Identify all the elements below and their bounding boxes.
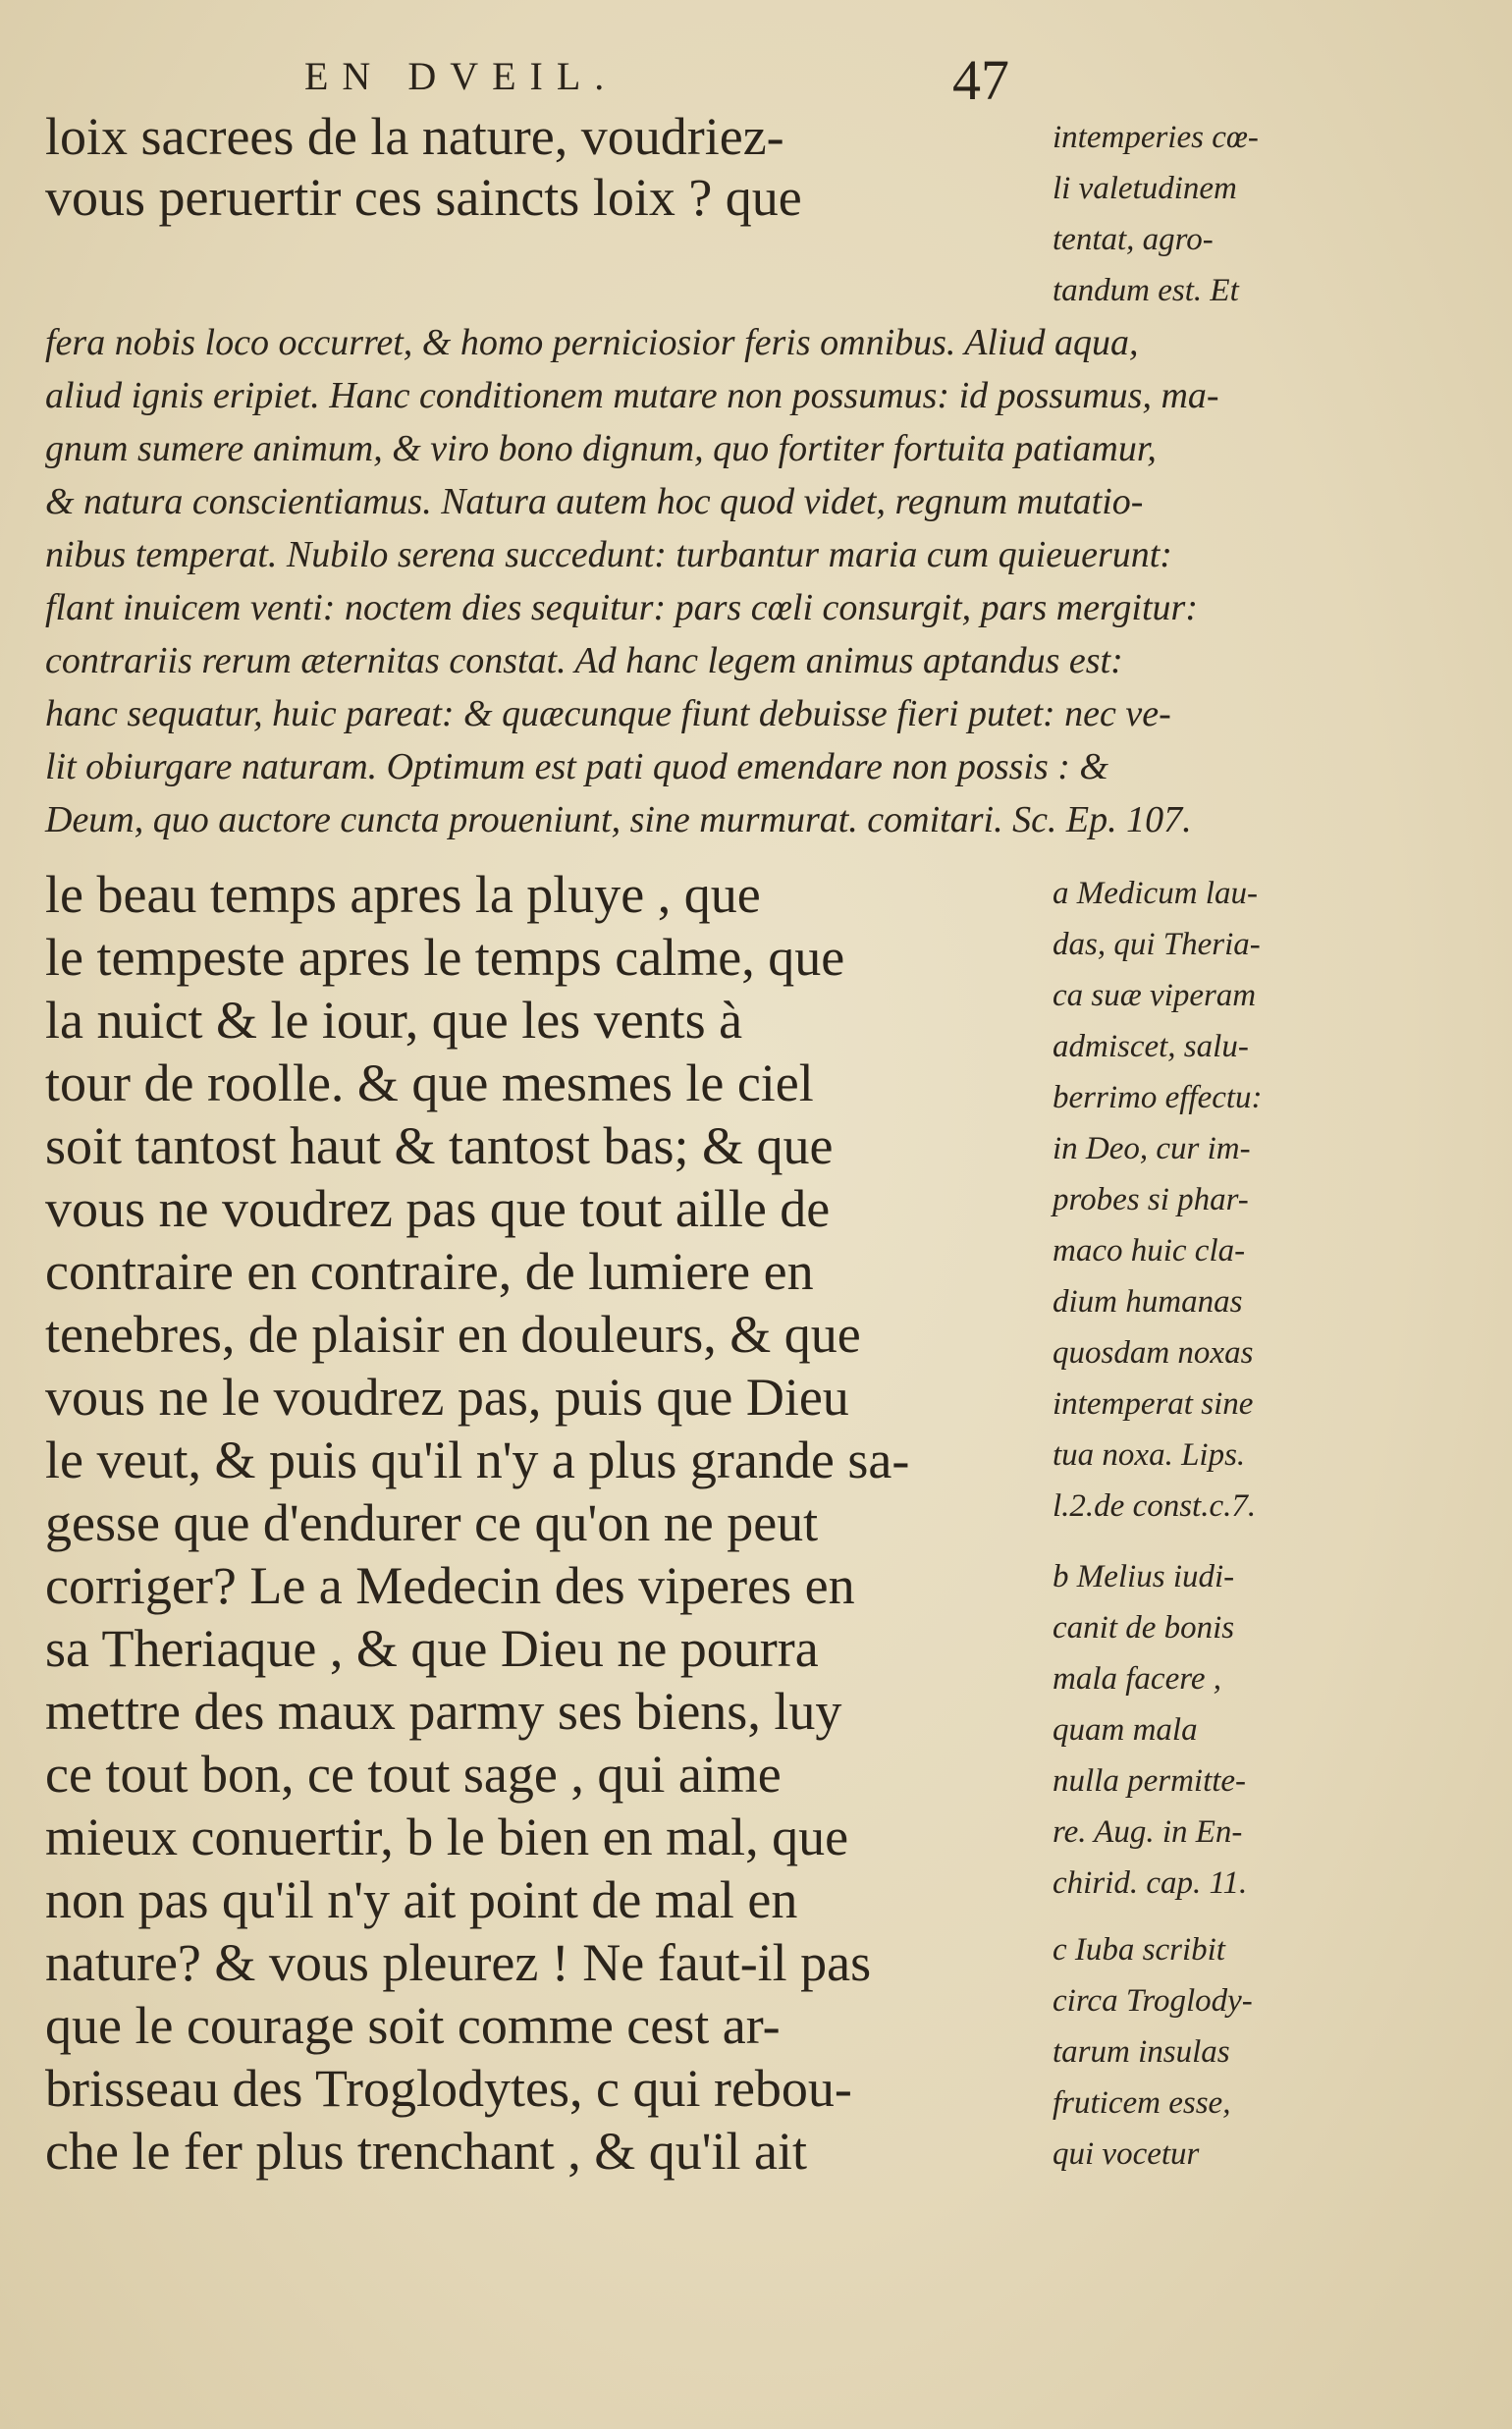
quote-line: hanc sequatur, huic pareat: & quæcunque fiunt debuisse fieri putet: nec ve-: [45, 693, 1171, 734]
quote-line: lit obiurgare naturam. Optimum est pati quod emendare non possis : &: [45, 746, 1108, 787]
side-note-line: fruticem esse,: [1053, 2085, 1231, 2121]
side-note-line: canit de bonis: [1053, 1610, 1235, 1646]
side-note-line: maco huic cla-: [1053, 1233, 1246, 1268]
side-note-line: c Iuba scribit: [1053, 1932, 1225, 1968]
page-header: [304, 47, 1051, 116]
side-note-line: circa Troglody-: [1053, 1983, 1253, 2019]
marginal-note-line: tentat, agro-: [1053, 222, 1214, 257]
side-note-line: probes si phar-: [1053, 1182, 1249, 1217]
side-note-line: b Melius iudi-: [1053, 1559, 1235, 1594]
side-note-line: quosdam noxas: [1053, 1335, 1254, 1371]
main-text-line: contraire en contraire, de lumiere en: [45, 1242, 814, 1301]
side-note-line: mala facere ,: [1053, 1661, 1221, 1697]
side-note-line: quam mala: [1053, 1712, 1198, 1748]
page-number: 47: [952, 48, 1009, 112]
main-text-line: vous ne le voudrez pas, puis que Dieu: [45, 1368, 849, 1427]
side-note-line: dium humanas: [1053, 1284, 1243, 1320]
marginal-note-line: li valetudinem: [1053, 171, 1237, 206]
side-note-line: qui vocetur: [1053, 2136, 1200, 2172]
main-text-line: tenebres, de plaisir en douleurs, & que: [45, 1305, 861, 1364]
quote-line: contrariis rerum æternitas constat. Ad hanc legem animus aptandus est:: [45, 640, 1123, 681]
side-note-line: chirid. cap. 11.: [1053, 1865, 1248, 1901]
main-text-line: mieux conuertir, b le bien en mal, que: [45, 1808, 849, 1866]
main-text-line: brisseau des Troglodytes, c qui rebou-: [45, 2059, 852, 2118]
side-note-line: nulla permitte-: [1053, 1763, 1247, 1799]
side-note-line: in Deo, cur im-: [1053, 1131, 1251, 1166]
quote-line: fera nobis loco occurret, & homo perniciosior feris omnibus. Aliud aqua,: [45, 322, 1139, 363]
main-text-line: corriger? Le a Medecin des viperes en: [45, 1556, 855, 1615]
main-text-line: non pas qu'il n'y ait point de mal en: [45, 1870, 798, 1929]
main-text-line: ce tout bon, ce tout sage , qui aime: [45, 1745, 782, 1804]
main-text-line: gesse que d'endurer ce qu'on ne peut: [45, 1493, 819, 1552]
quote-line: Deum, quo auctore cuncta proueniunt, sine murmurat. comitari. Sc. Ep. 107.: [45, 799, 1192, 840]
main-text-line: mettre des maux parmy ses biens, luy: [45, 1682, 842, 1741]
quote-line: nibus temperat. Nubilo serena succedunt: turbantur maria cum quieuerunt:: [45, 534, 1172, 575]
marginal-note-line: tandum est. Et: [1053, 273, 1239, 308]
quote-line: flant inuicem venti: noctem dies sequitur: pars cœli consurgit, pars mergitur:: [45, 587, 1198, 628]
side-note-line: l.2.de const.c.7.: [1053, 1488, 1257, 1524]
main-text-line: le tempeste apres le temps calme, que: [45, 928, 845, 987]
side-note-line: das, qui Theria-: [1053, 927, 1261, 962]
side-note-line: admiscet, salu-: [1053, 1029, 1249, 1064]
main-text-line: tour de roolle. & que mesmes le ciel: [45, 1053, 814, 1112]
side-note-line: a Medicum lau-: [1053, 876, 1258, 911]
main-text-line: che le fer plus trenchant , & qu'il ait: [45, 2122, 807, 2181]
main-text-line: le veut, & puis qu'il n'y a plus grande sa-: [45, 1430, 910, 1489]
main-text-line: sa Theriaque , & que Dieu ne pourra: [45, 1619, 819, 1678]
quote-line: & natura conscientiamus. Natura autem hoc quod videt, regnum mutatio-: [45, 481, 1144, 522]
quote-line: aliud ignis eripiet. Hanc conditionem mutare non possumus: id possumus, ma-: [45, 375, 1219, 416]
main-text-line: le beau temps apres la pluye , que: [45, 865, 761, 924]
side-note-line: intemperat sine: [1053, 1386, 1254, 1422]
main-text-line: vous peruertir ces saincts loix ? que: [45, 168, 802, 227]
main-text-line: soit tantost haut & tantost bas; & que: [45, 1116, 834, 1175]
side-note-line: berrimo effectu:: [1053, 1080, 1263, 1115]
side-note-line: tarum insulas: [1053, 2034, 1230, 2070]
main-text-line: la nuict & le iour, que les vents à: [45, 991, 743, 1050]
main-text-line: vous ne voudrez pas que tout aille de: [45, 1179, 831, 1238]
side-note-line: re. Aug. in En-: [1053, 1814, 1243, 1850]
main-text-line: que le courage soit comme cest ar-: [45, 1996, 781, 2055]
side-note-line: ca suæ viperam: [1053, 978, 1257, 1013]
main-text-line: loix sacrees de la nature, voudriez-: [45, 107, 784, 166]
running-head: EN DVEIL.: [304, 54, 619, 98]
side-note-line: tua noxa. Lips.: [1053, 1437, 1246, 1473]
quote-line: gnum sumere animum, & viro bono dignum, quo fortiter fortuita patiamur,: [45, 428, 1157, 469]
main-text-line: nature? & vous pleurez ! Ne faut-il pas: [45, 1933, 872, 1992]
marginal-note-line: intemperies cœ-: [1053, 120, 1259, 155]
